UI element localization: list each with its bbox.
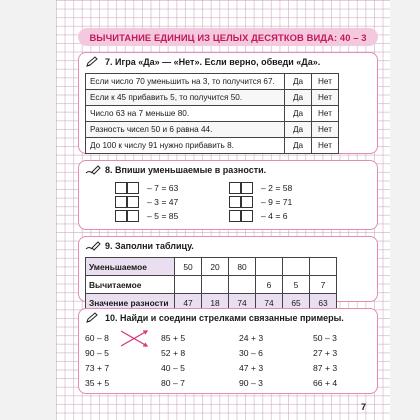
connecting-arrows-icon: [119, 329, 149, 349]
statement: Число 63 на 7 меньше 80.: [86, 106, 285, 122]
task-10-heading-wrap: [85, 312, 344, 324]
page-number: 7: [360, 402, 366, 412]
table-cell[interactable]: [283, 258, 310, 276]
answer-box[interactable]: [115, 210, 127, 222]
no-option[interactable]: Нет: [312, 138, 339, 154]
task-8-heading: 8. Впиши уменьшаемые в разности.: [105, 165, 267, 175]
expression: – 2 = 58: [261, 183, 293, 193]
example[interactable]: 30 – 6: [239, 348, 263, 358]
answer-box[interactable]: [127, 196, 139, 208]
task-8-left-group: [115, 181, 178, 223]
pencil-icon: [85, 312, 101, 324]
pencil-icon: [85, 56, 101, 68]
task-7-heading: 7. Игра «Да» — «Нет». Если верно, обведи «Да».: [105, 57, 321, 67]
task-8-section: [78, 160, 378, 230]
task-10-col-4: [313, 331, 351, 391]
pencil-writing-icon: [85, 164, 101, 176]
example[interactable]: 90 – 3: [239, 378, 263, 388]
table-row: [86, 276, 337, 294]
answer-box[interactable]: [115, 182, 127, 194]
table-cell: 6: [256, 276, 283, 294]
task-9-heading: 9. Заполни таблицу.: [105, 241, 194, 251]
expression: – 3 = 47: [147, 197, 179, 207]
no-option[interactable]: Нет: [312, 90, 339, 106]
task-10-section: [78, 308, 378, 394]
answer-box[interactable]: [229, 196, 241, 208]
answer-box[interactable]: [127, 210, 139, 222]
answer-box[interactable]: [127, 182, 139, 194]
task-9-section: [78, 236, 378, 308]
no-option[interactable]: Нет: [312, 106, 339, 122]
yes-option[interactable]: Да: [285, 122, 312, 138]
table-cell[interactable]: [202, 276, 229, 294]
table-cell: 47: [175, 294, 202, 312]
answer-box[interactable]: [229, 210, 241, 222]
table-row: [86, 258, 337, 276]
task-7-heading-wrap: [85, 56, 320, 68]
table-cell: 80: [229, 258, 256, 276]
table-row: [86, 106, 339, 122]
expression: – 7 = 63: [147, 183, 179, 193]
answer-box[interactable]: [241, 196, 253, 208]
answer-box[interactable]: [229, 182, 241, 194]
task-10-col-3: [239, 331, 277, 391]
yes-option[interactable]: Да: [285, 74, 312, 90]
expression: – 4 = 6: [261, 211, 288, 221]
page-title: ВЫЧИТАНИЕ ЕДИНИЦ ИЗ ЦЕЛЫХ ДЕСЯТКОВ ВИДА: 40 – 3: [78, 28, 378, 46]
task-9-heading-wrap: [85, 240, 194, 252]
example[interactable]: 47 + 3: [239, 363, 264, 373]
task-10-heading: 10. Найди и соедини стрелками связанные примеры.: [105, 313, 344, 323]
example[interactable]: 80 – 7: [161, 378, 185, 388]
row-label: Уменьшаемое: [86, 258, 175, 276]
yes-option[interactable]: Да: [285, 138, 312, 154]
table-cell[interactable]: [175, 276, 202, 294]
row-label: Вычитаемое: [86, 276, 175, 294]
task-7-section: [78, 52, 378, 154]
table-cell: 74: [256, 294, 283, 312]
task-8-heading-wrap: [85, 164, 266, 176]
task-10-col-2: [161, 331, 199, 391]
example[interactable]: 60 – 8: [85, 333, 109, 343]
example[interactable]: 66 + 4: [313, 378, 338, 388]
table-row: [86, 74, 339, 90]
task-10-col-1: [85, 331, 123, 391]
table-cell[interactable]: [229, 276, 256, 294]
workbook-page: [56, 0, 390, 420]
table-cell: 65: [283, 294, 310, 312]
table-cell: 18: [202, 294, 229, 312]
yes-option[interactable]: Да: [285, 106, 312, 122]
task-8-right-group: [229, 181, 292, 223]
expression: – 9 = 71: [261, 197, 293, 207]
example[interactable]: 90 – 5: [85, 348, 109, 358]
table-cell[interactable]: [310, 258, 337, 276]
example[interactable]: 40 – 5: [161, 363, 185, 373]
example[interactable]: 73 + 7: [85, 363, 110, 373]
answer-box[interactable]: [241, 182, 253, 194]
yes-option[interactable]: Да: [285, 90, 312, 106]
table-row: [86, 90, 339, 106]
expression: – 5 = 85: [147, 211, 179, 221]
example[interactable]: 24 + 3: [239, 333, 264, 343]
table-cell: 50: [175, 258, 202, 276]
example[interactable]: 50 – 3: [313, 333, 337, 343]
no-option[interactable]: Нет: [312, 122, 339, 138]
table-cell[interactable]: [256, 258, 283, 276]
no-option[interactable]: Нет: [312, 74, 339, 90]
statement: Разность чисел 50 и 6 равна 44.: [86, 122, 285, 138]
statement: Если число 70 уменьшить на 3, то получится 67.: [86, 74, 285, 90]
task-7-table: [85, 73, 339, 154]
example[interactable]: 27 + 3: [313, 348, 338, 358]
example[interactable]: 35 + 5: [85, 378, 110, 388]
task-9-table: [85, 257, 337, 312]
statement: До 100 к числу 91 нужно прибавить 8.: [86, 138, 285, 154]
pencil-writing-icon: [85, 240, 101, 252]
answer-box[interactable]: [115, 196, 127, 208]
table-row: [86, 122, 339, 138]
example[interactable]: 87 + 3: [313, 363, 338, 373]
table-cell: 63: [310, 294, 337, 312]
row-label: Значение разности: [86, 294, 175, 312]
answer-box[interactable]: [241, 210, 253, 222]
table-cell: 7: [310, 276, 337, 294]
example[interactable]: 85 + 5: [161, 333, 186, 343]
example[interactable]: 52 + 8: [161, 348, 186, 358]
table-cell: 74: [229, 294, 256, 312]
table-cell: 5: [283, 276, 310, 294]
statement: Если к 45 прибавить 5, то получится 50.: [86, 90, 285, 106]
table-row: [86, 138, 339, 154]
table-cell: 20: [202, 258, 229, 276]
